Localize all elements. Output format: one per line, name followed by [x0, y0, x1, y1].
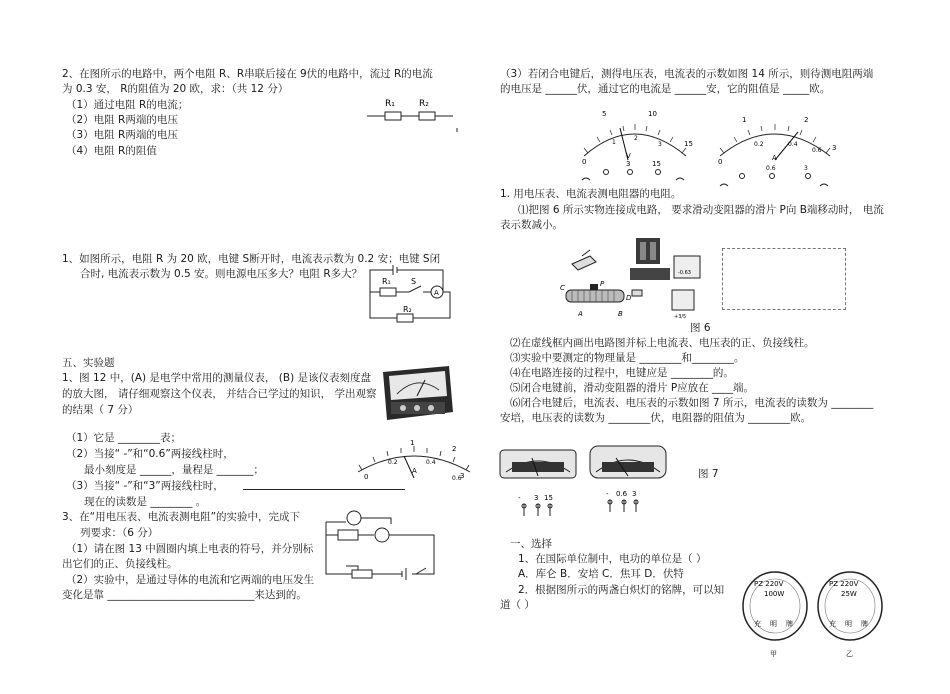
- v-term-3: 3: [626, 160, 631, 168]
- fig7-v-term-15: 15: [544, 494, 553, 502]
- q3-line4: 出它们的正、负接线柱。: [62, 558, 178, 570]
- a-term-3: 3: [804, 165, 808, 172]
- r2-label: R₂: [403, 305, 412, 314]
- q2-item-3: （3）电阻 R两端的电压: [66, 129, 178, 141]
- v-2: 2: [634, 135, 638, 142]
- exp-item4: ⑷在电路连接的过程中，电键应是 ________的。: [510, 367, 734, 379]
- bulb1-brand-2: 明: [770, 620, 777, 628]
- exp-item3: ⑶实验中要测定的物理量是 ________和________。: [510, 352, 745, 364]
- bulb2-brand-3: 牌: [861, 620, 868, 628]
- exp-item6b: 安培，电压表的读数为 ________伏，电阻器的阻值为 ________欧。: [500, 412, 812, 424]
- exp-item2: ⑵在虚线框内画出电路图并标上电流表、电压表的正、负接线柱。: [510, 337, 815, 349]
- dial-2: 2: [452, 445, 457, 453]
- dial-0.6: 0.6: [452, 475, 462, 482]
- a-3: 3: [832, 144, 837, 152]
- fig6-letter-a: A: [578, 310, 583, 318]
- fig7-a-term-neg: -: [606, 490, 609, 498]
- exp-line2: ⑴把图 6 所示实物连接成电路， 要求滑动变阻器的滑片 P向 B端移动时， 电流: [518, 204, 884, 216]
- bulb1-model: PZ 220V: [754, 580, 784, 588]
- q2-item-1: （1）通过电阻 R的电流；: [66, 99, 189, 111]
- circuit-drawing-box: [722, 248, 846, 310]
- bulb-nameplates: [740, 566, 890, 662]
- bulb1-label: 甲: [770, 650, 777, 658]
- bulb1-power: 100W: [764, 590, 785, 598]
- choice-q1-options: A．库仑 B．安培 C．焦耳 D．伏特: [518, 568, 684, 580]
- v-10: 10: [648, 110, 657, 118]
- exp1-a2: （2）当接“ -”和“0.6”两接线柱时，: [66, 448, 234, 460]
- a-2: 2: [804, 116, 809, 124]
- bulb2-label: 乙: [846, 650, 853, 658]
- r2-label: R₂: [419, 99, 429, 109]
- v-unit: V: [626, 152, 631, 160]
- a-0.6: 0.6: [812, 147, 822, 154]
- a-0.4: 0.4: [788, 141, 798, 148]
- v-5: 5: [602, 110, 607, 118]
- a-1: 1: [742, 116, 747, 124]
- r1-label: R₁: [382, 277, 391, 286]
- exp1-line2: 的放大图， 请仔细观察这个仪表， 并结合已学过的知识， 学出观察: [62, 388, 377, 400]
- fig7-a-term-3: 3: [632, 490, 637, 498]
- choice-title: 一、选择: [510, 538, 552, 550]
- fig6-letter-b: B: [618, 310, 623, 318]
- figure-14-ammeter: [712, 110, 840, 190]
- exp-item5: ⑸闭合电键前，滑动变阻器的滑片 P应放在 ____端。: [510, 382, 755, 394]
- figure-14-voltmeter: [578, 106, 698, 186]
- r1-label: R₁: [385, 99, 395, 109]
- exp-line3: 表示数减小。: [500, 219, 563, 231]
- bulb2-brand-1: 充: [829, 620, 836, 628]
- v-0: 0: [582, 158, 587, 166]
- figure-7-meters: [498, 444, 688, 520]
- v-1: 1: [612, 139, 616, 146]
- bulb1-brand-3: 牌: [786, 620, 793, 628]
- bulb2-power: 25W: [841, 590, 857, 598]
- q3-line5: （2）实验中，是通过导体的电流和它两端的电压发生: [66, 574, 315, 586]
- q2-item-4: （4）电阻 R的阻值: [66, 145, 157, 157]
- fig6-caption: 图 6: [690, 322, 711, 334]
- a-unit: A: [772, 154, 777, 162]
- bulb1-brand-1: 充: [754, 620, 761, 628]
- dial-0.4: 0.4: [426, 459, 436, 466]
- svg-text:-0.63: -0.63: [678, 270, 691, 276]
- q3b-line2: 的电压是 ______伏，通过它的电流是 ______安，它的阻值是 _____欧。: [500, 83, 831, 95]
- a-0.2: 0.2: [754, 141, 764, 148]
- fig7-v-term-neg: -: [518, 494, 521, 502]
- v-term-15: 15: [652, 160, 661, 168]
- fig7-v-term-3: 3: [534, 494, 539, 502]
- exp1-a5: 现在的读数是 ________ 。: [84, 496, 207, 508]
- fig6-letter-c: C: [560, 284, 565, 292]
- dial-1: 1: [410, 439, 415, 447]
- ammeter-dial: [350, 438, 478, 482]
- section-5-title: 五、实验题: [62, 357, 115, 369]
- v-15: 15: [684, 140, 693, 148]
- q3b-line1: （3）若闭合电键后，测得电压表，电流表的示数如图 14 所示，则待测电阻两端: [500, 68, 874, 80]
- figure-6-apparatus: [560, 234, 720, 322]
- fig6-letter-d: D: [626, 294, 632, 302]
- exp-line1: 1. 用电压表、电流表测电阻器的电阻。: [500, 188, 682, 200]
- exp1-line1: 1、图 12 中，(A) 是电学中常用的测量仪表， (B) 是该仪表刻度盘: [62, 372, 372, 384]
- exp1-a3: 最小刻度是 ______，量程是 _______；: [84, 464, 264, 476]
- bulb2-brand-2: 明: [845, 620, 852, 628]
- exp1-a1: （1）它是 ________表；: [66, 432, 182, 444]
- v-3: 3: [658, 141, 662, 148]
- ammeter-label: A: [434, 289, 439, 297]
- exp1-a4-blank: [243, 489, 405, 490]
- q1-line1: 1、如图所示，电阻 R 为 20 欧，电键 S断开时，电流表示数为 0.2 安；电键 S闭: [62, 253, 441, 265]
- q3-line3: （1）请在图 13 中圆圈内填上电表的符号，并分别标: [66, 543, 314, 555]
- q2-line1: 2、在图所示的电路中，两个电阻 R、R串联后接在 9伏的电路中，流过 R的电流: [62, 68, 433, 80]
- q3-line6: 变化是靠 ____________________________来达到的。: [62, 589, 307, 601]
- a-0: 0: [718, 158, 723, 166]
- q3-line2: 列要求：（6 分）: [80, 527, 159, 539]
- choice-q1: 1、在国际单位制中，电功的单位是（ ）: [518, 553, 707, 565]
- svg-text:+3/5: +3/5: [674, 314, 687, 320]
- q3-line1: 3、在“用电压表、电流表测电阻”的实验中，完成下: [62, 511, 301, 523]
- bulb2-model: PZ 220V: [829, 580, 859, 588]
- fig6-letter-p: P: [600, 280, 605, 288]
- q1-line2: 合时, 电流表示数为 0.5 安。则电源电压多大？电阻 R多大？: [80, 268, 363, 280]
- a-term-0.6: 0.6: [766, 165, 776, 172]
- fig7-caption: 图 7: [698, 468, 719, 480]
- switch-label: S: [411, 277, 417, 286]
- fig7-a-term-0.6: 0.6: [616, 490, 628, 498]
- choice-q2-line1: 2．根据图所示的两盏白炽灯的铭牌，可以知: [518, 584, 725, 596]
- exp1-a4: （3）当接“ -”和“3”两接线柱时，: [66, 480, 224, 492]
- q2-line2: 为 0.3 安， R的阻值为 20 欧，求：（共 12 分）: [62, 83, 289, 95]
- dial-0: 0: [364, 473, 369, 481]
- choice-q2-line2: 道（ ）: [500, 599, 535, 611]
- q2-item-2: （2）电阻 R两端的电压: [66, 114, 178, 126]
- exp1-line3: 的结果（ 7 分）: [62, 404, 139, 416]
- meter-photo: [377, 362, 457, 424]
- figure-13-circuit: [316, 504, 440, 592]
- series-resistor-figure: [365, 94, 465, 134]
- dial-unit: A: [412, 467, 417, 475]
- dial-0.2: 0.2: [388, 459, 398, 466]
- exp-item6a: ⑹闭合电键后，电流表、电压表的示数如图 7 所示，电流表的读数为 ________: [510, 397, 874, 409]
- parallel-circuit-figure: [365, 262, 460, 328]
- dial-3: 3: [460, 472, 465, 480]
